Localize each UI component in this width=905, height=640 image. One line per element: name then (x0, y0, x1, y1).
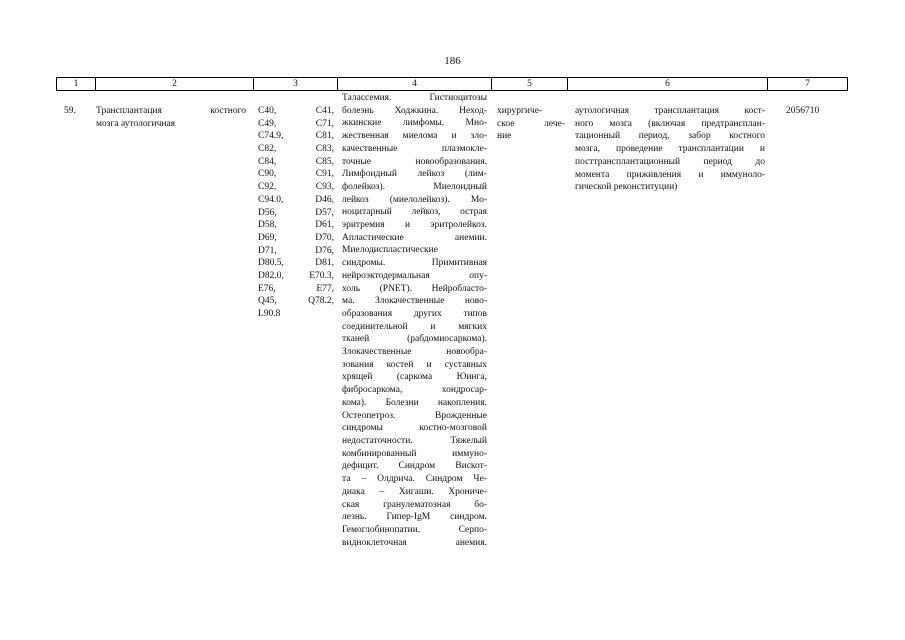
diagnosis-line: комбинированный иммуно- (342, 448, 487, 459)
diagnosis-code: C84, (258, 156, 277, 167)
procedure-name (96, 105, 246, 130)
diagnosis-code: C85, (315, 156, 334, 167)
row-number: 59. (64, 106, 76, 116)
diagnosis-code: C40, (258, 106, 277, 116)
diagnosis-code: D69, (258, 232, 277, 243)
diagnosis-code: D80.5, (258, 258, 284, 269)
diagnosis-line: дефицит. Синдром Вискот- (342, 461, 487, 472)
column-header-3: 3 (254, 77, 338, 91)
diagnosis-code: Q78.2, (308, 296, 334, 307)
diagnosis-code: D81, (315, 258, 334, 269)
diagnosis-code: Q45, (258, 296, 277, 307)
treatment-type-line: ское лече- (497, 118, 565, 129)
code-row (258, 245, 334, 258)
treatment-type (497, 105, 565, 143)
diagnosis-line: образования других типов (342, 308, 487, 319)
diagnosis-code: E77, (316, 283, 334, 294)
diagnosis-code: D71, (258, 245, 277, 256)
diagnosis-code: C91, (315, 169, 334, 180)
diagnosis-line: фолейкоз). Миелоидный (342, 181, 487, 192)
code-row (258, 168, 334, 181)
code-row (258, 118, 334, 131)
column-header-1: 1 (56, 77, 96, 91)
treatment-method-line: гической реконституции) (575, 182, 678, 193)
column-header-5: 5 (492, 77, 568, 91)
diagnosis-line: соединительной и мягких (342, 321, 487, 332)
diagnosis-code: D57, (315, 207, 334, 218)
column-header-6: 6 (568, 77, 768, 91)
diagnosis-code: D82.0, (258, 270, 284, 281)
diagnosis-line: качественные плазмокле- (342, 143, 487, 154)
code-row (258, 105, 334, 118)
diagnosis-code: D61, (315, 220, 334, 231)
diagnosis-line: Гемоглобинопатии. Серпо- (342, 524, 487, 535)
code-row (258, 257, 334, 270)
code-row (258, 181, 334, 194)
cost-value: 2056710 (786, 106, 820, 116)
code-row (258, 143, 334, 156)
diagnosis-line: фибросаркома, хондросар- (342, 385, 487, 396)
diagnosis-code: C82, (258, 144, 277, 155)
diagnosis-line: жкинские лимфомы. Мно- (342, 118, 487, 129)
diagnosis-line: та – Олдрича. Синдром Че- (342, 474, 487, 485)
column-header-7: 7 (768, 77, 848, 91)
diagnosis-line: синдромы костно-мозговой (342, 423, 487, 434)
treatment-method-line: ного мозга (включая предтрансплан- (575, 118, 765, 129)
diagnosis-line: лезнь. Гипер-IgM синдром. (342, 512, 487, 523)
diagnosis-line: Талассемия. Гистиоцитозы (342, 93, 487, 103)
diagnosis-line: Лимфоидный лейкоз (лим- (342, 169, 487, 180)
diagnosis-code: C83, (315, 144, 334, 155)
diagnosis-line: хрящей (саркома Юинга, (342, 372, 487, 383)
code-row (258, 194, 334, 207)
diagnosis-line: эритремия и эритролейкоз. (342, 220, 487, 231)
diagnosis-line: нейроэктодермальная опу- (342, 270, 487, 281)
diagnosis-line: Злокачественные новообра- (342, 347, 487, 358)
diagnosis-line: недостаточности. Тяжелый (342, 435, 487, 446)
diagnosis-line: ноцитарный лейкоз, острая (342, 207, 487, 218)
diagnosis-line: Остеопетроз. Врожденные (342, 410, 487, 421)
procedure-name-line: мозга аутологичная (96, 118, 176, 129)
diagnosis-line: точные новообразования. (342, 156, 487, 167)
diagnosis-code: C49, (258, 118, 277, 129)
diagnosis-line: холь (PNET). Нейробласто- (342, 283, 487, 294)
diagnosis-code: L90.8 (258, 309, 281, 319)
diagnosis-code: C41, (315, 106, 334, 116)
diagnosis-line: видноклеточная анемия. (342, 537, 487, 548)
diagnosis-line: Апластические анемии. (342, 232, 487, 243)
diagnosis-code: C81, (315, 131, 334, 142)
code-row (258, 295, 334, 308)
diagnosis-line: болезнь Ходжкина. Неход- (342, 105, 487, 116)
diagnosis-line: синдромы. Примитивная (342, 258, 487, 269)
treatment-method (575, 105, 765, 194)
diagnosis-line: диака – Хигаши. Хрониче- (342, 486, 487, 497)
diagnosis-code: C92, (258, 182, 277, 193)
diagnosis-line: Миелодиспластические (342, 245, 438, 256)
diagnosis-code: D58, (258, 220, 277, 231)
diagnosis-code: C74.9, (258, 131, 284, 142)
code-row (258, 270, 334, 283)
treatment-method-line: аутологичная трансплантация кост- (575, 106, 765, 116)
code-row (258, 219, 334, 232)
diagnosis-description (342, 92, 487, 549)
code-row (258, 156, 334, 169)
diagnosis-line: кома). Болезни накопления. (342, 397, 487, 408)
code-row (258, 232, 334, 245)
code-row (258, 207, 334, 220)
diagnosis-code: E70.3, (309, 270, 334, 281)
diagnosis-line: ская гранулематозная бо- (342, 499, 487, 510)
diagnosis-line: ма. Злокачественные ново- (342, 296, 487, 307)
page-number: 186 (444, 55, 461, 67)
diagnosis-code: D76, (315, 245, 334, 256)
treatment-method-line: посттрансплантационный период до (575, 156, 765, 167)
diagnosis-code: C90, (258, 169, 277, 180)
code-row (258, 130, 334, 143)
diagnosis-code: E76, (258, 283, 276, 294)
diagnosis-codes (258, 105, 334, 321)
treatment-type-line: хирургиче- (497, 106, 543, 116)
diagnosis-line: лейкоз (миелолейкоз). Мо- (342, 194, 487, 205)
diagnosis-line: тканей (рабдомиосаркома). (342, 334, 487, 345)
code-row (258, 283, 334, 296)
diagnosis-code: C71, (315, 118, 334, 129)
treatment-type-line: ние (497, 131, 512, 142)
treatment-method-line: тационный период, забор костного (575, 131, 765, 142)
diagnosis-line: жественная миелома и зло- (342, 131, 487, 142)
column-header-4: 4 (338, 77, 492, 91)
column-header-2: 2 (96, 77, 254, 91)
diagnosis-code: D46, (315, 194, 334, 205)
diagnosis-code: D70, (315, 232, 334, 243)
diagnosis-code: C93, (315, 182, 334, 193)
treatment-method-line: мозга, проведение трансплантации и (575, 144, 765, 155)
code-row (258, 308, 334, 321)
diagnosis-code: C94.0, (258, 194, 284, 205)
diagnosis-line: зования костей и суставных (342, 359, 487, 370)
procedure-name-line: Трансплантация костного (96, 106, 246, 116)
treatment-method-line: момента приживления и иммуноло- (575, 169, 765, 180)
diagnosis-code: D56, (258, 207, 277, 218)
